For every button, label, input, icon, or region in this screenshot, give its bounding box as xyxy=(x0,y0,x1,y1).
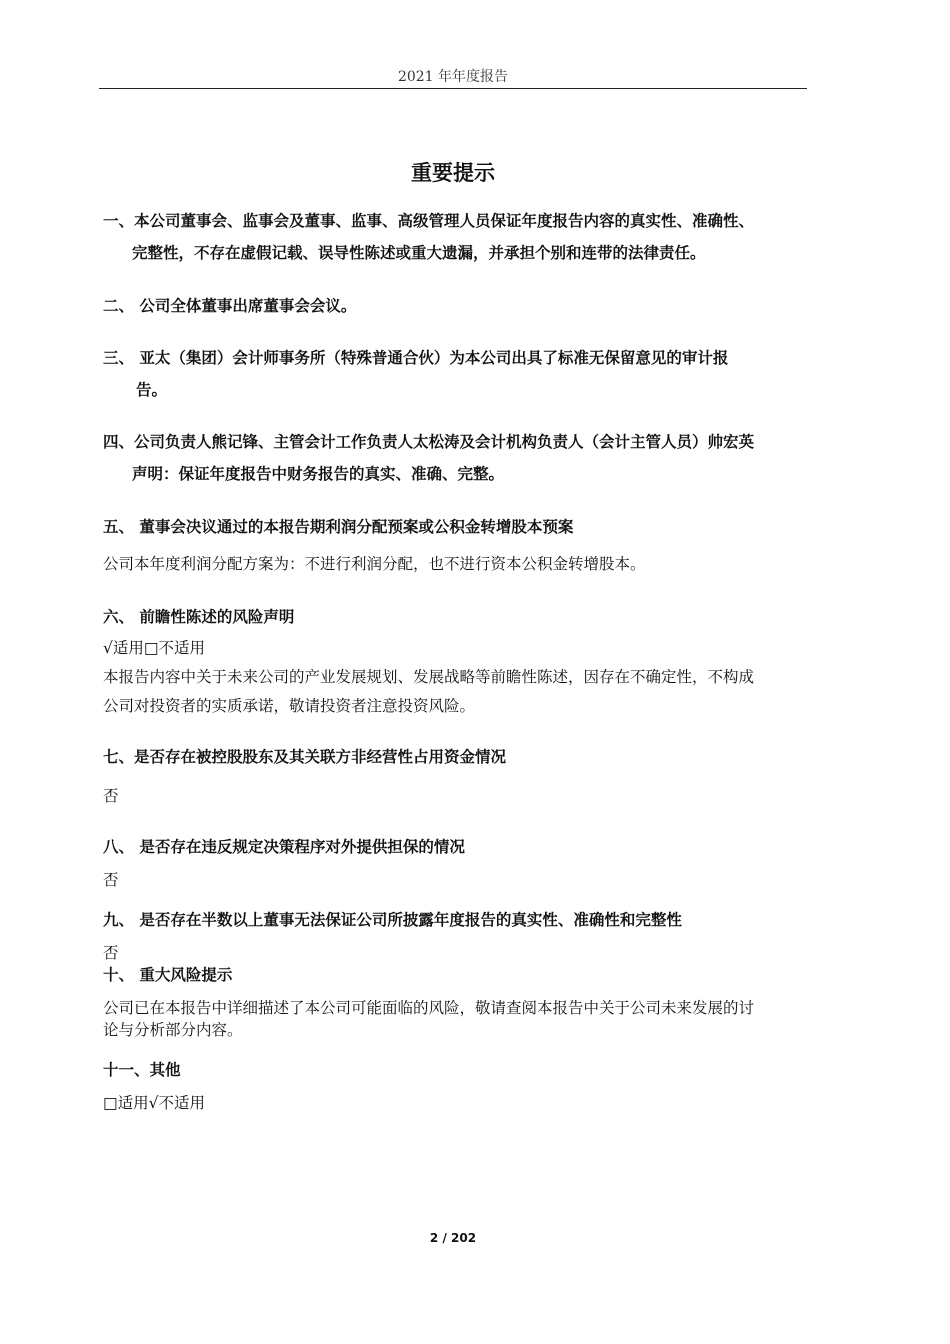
item-5-heading: 五、 董事会决议通过的本报告期利润分配预案或公积金转增股本预案 xyxy=(103,518,574,536)
item-8-answer: 否 xyxy=(103,871,119,889)
item-3-line-1: 三、 亚太（集团）会计师事务所（特殊普通合伙）为本公司出具了标准无保留意见的审计报 xyxy=(103,349,729,367)
item-8-heading: 八、 是否存在违反规定决策程序对外提供担保的情况 xyxy=(103,838,465,856)
item-4-line-1: 四、公司负责人熊记锋、主管会计工作负责人太松涛及会计机构负责人（会计主管人员）帅宏英 xyxy=(103,433,755,451)
item-3-line-2: 告。 xyxy=(136,381,168,399)
item-10-body-line-2: 论与分析部分内容。 xyxy=(103,1021,243,1039)
page-number: 2 / 202 xyxy=(429,1231,477,1245)
header-divider xyxy=(99,88,807,89)
header-title: 2021 年年度报告 xyxy=(397,69,509,85)
item-6-applicability: √适用□不适用 xyxy=(103,639,206,657)
item-7-answer: 否 xyxy=(103,787,119,805)
item-9-answer: 否 xyxy=(103,944,119,962)
item-2: 二、 公司全体董事出席董事会会议。 xyxy=(103,297,357,315)
item-10-heading: 十、 重大风险提示 xyxy=(103,966,233,984)
item-9-heading: 九、 是否存在半数以上董事无法保证公司所披露年度报告的真实性、准确性和完整性 xyxy=(103,911,682,929)
item-4-line-2: 声明：保证年度报告中财务报告的真实、准确、完整。 xyxy=(132,465,505,483)
item-6-body-line-2: 公司对投资者的实质承诺，敬请投资者注意投资风险。 xyxy=(103,697,476,715)
item-5-body: 公司本年度利润分配方案为：不进行利润分配，也不进行资本公积金转增股本。 xyxy=(103,555,646,573)
item-6-body-line-1: 本报告内容中关于未来公司的产业发展规划、发展战略等前瞻性陈述，因存在不确定性，不构成 xyxy=(103,668,755,686)
item-1-line-1: 一、本公司董事会、监事会及董事、监事、高级管理人员保证年度报告内容的真实性、准确性、 xyxy=(103,212,755,230)
item-6-heading: 六、 前瞻性陈述的风险声明 xyxy=(103,608,295,626)
item-11-applicability: □适用√不适用 xyxy=(103,1094,206,1112)
item-1-line-2: 完整性，不存在虚假记载、误导性陈述或重大遗漏，并承担个别和连带的法律责任。 xyxy=(132,244,706,262)
item-11-heading: 十一、其他 xyxy=(103,1061,181,1079)
item-7-heading: 七、是否存在被控股股东及其关联方非经营性占用资金情况 xyxy=(103,748,507,766)
page-title: 重要提示 xyxy=(411,161,495,185)
item-10-body-line-1: 公司已在本报告中详细描述了本公司可能面临的风险，敬请查阅本报告中关于公司未来发展的讨 xyxy=(103,999,755,1017)
